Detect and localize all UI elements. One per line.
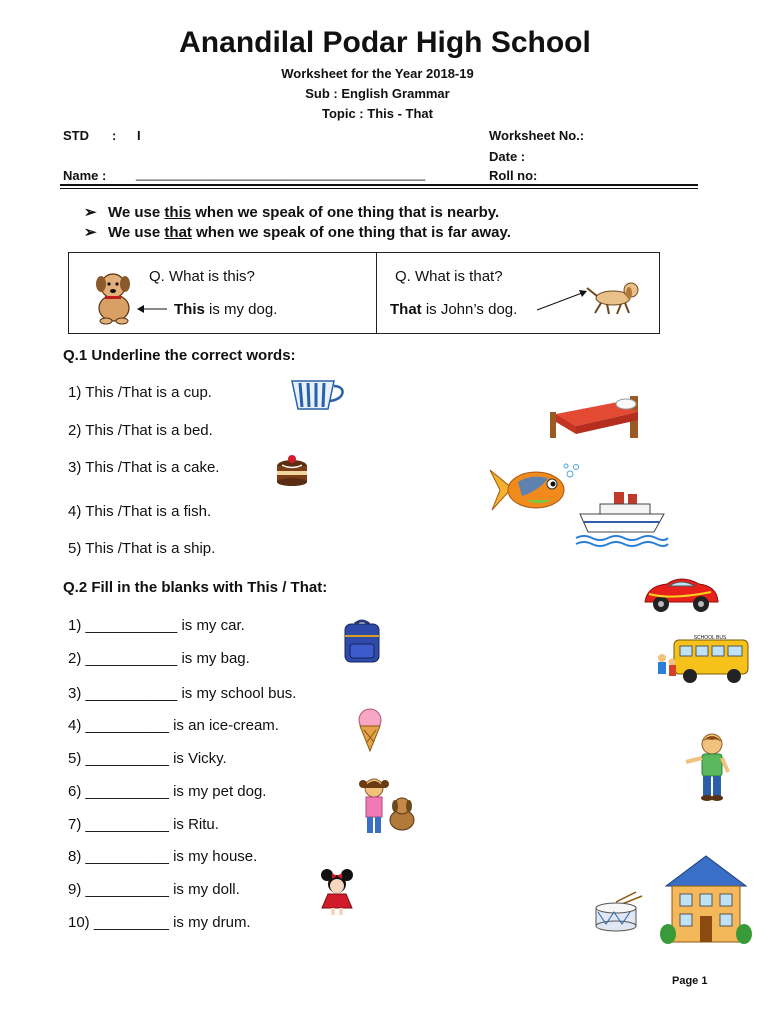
arrow-bullet-icon: ➢	[84, 224, 97, 241]
arrow-bullet-icon: ➢	[84, 204, 97, 221]
topic-line: Topic : This - That	[322, 106, 433, 121]
header-rule	[60, 184, 698, 186]
answer-text: is John’s dog.	[421, 301, 518, 318]
answer-keyword: This	[174, 301, 205, 318]
q1-heading: Q.1 Underline the correct words:	[63, 347, 296, 364]
rule-that	[84, 223, 511, 241]
rule-keyword: that	[164, 224, 192, 241]
bag-image	[341, 618, 383, 666]
q2-heading: Q.2 Fill in the blanks with This / That:	[63, 579, 328, 596]
roll-no-label: Roll no:	[489, 168, 538, 183]
doll-image	[318, 868, 356, 916]
q2-item: 8) __________ is my house.	[68, 848, 258, 865]
q1-item: 5) This /That is a ship.	[68, 540, 216, 557]
drum-image	[592, 892, 644, 932]
q1-item: 3) This /That is a cake.	[68, 459, 220, 476]
car-image	[641, 572, 721, 616]
answer-text: is my dog.	[204, 301, 278, 318]
cup-image	[290, 377, 348, 413]
q2-item: 1) ___________ is my car.	[68, 617, 245, 634]
example-question-that: Q. What is that?	[395, 268, 503, 285]
std-value: I	[137, 128, 141, 143]
name-line: ________________________________________	[136, 166, 426, 181]
rule-text: when we speak of one thing that is far away.	[191, 224, 511, 241]
q2-item: 6) __________ is my pet dog.	[68, 783, 267, 800]
q2-item: 4) __________ is an ice-cream.	[68, 717, 279, 734]
rule-text: We use	[108, 224, 165, 241]
date-label: Date :	[489, 149, 526, 164]
rule-this	[84, 203, 499, 221]
q2-item: 7) __________ is Ritu.	[68, 816, 219, 833]
example-question-this: Q. What is this?	[149, 268, 255, 285]
near-dog-image	[86, 268, 141, 326]
std-colon: :	[112, 128, 117, 143]
page-number: Page 1	[672, 975, 708, 987]
rule-text: when we speak of one thing that is nearby.	[191, 204, 500, 221]
bus-sign: SCHOOL BUS	[693, 635, 727, 641]
q1-item: 2) This /That is a bed.	[68, 422, 213, 439]
worksheet-year: Worksheet for the Year 2018-19	[281, 66, 474, 81]
q1-item: 1) This /That is a cup.	[68, 384, 212, 401]
cake-image	[274, 452, 310, 488]
school-bus-image	[654, 632, 752, 688]
std-label: STD	[63, 128, 89, 143]
school-title: Anandilal Podar High School	[179, 26, 591, 59]
rule-text: We use	[108, 204, 165, 221]
ice-cream-image	[354, 708, 386, 752]
house-image	[660, 850, 752, 946]
q2-item: 3) ___________ is my school bus.	[68, 685, 297, 702]
pointer-arrow-icon	[137, 303, 167, 315]
girl-with-dog-image	[354, 776, 418, 836]
boy-image	[682, 732, 740, 802]
example-answer-this	[174, 301, 277, 318]
pointer-arrow-icon	[537, 288, 587, 312]
ship-image	[574, 486, 668, 550]
header-rule-thin	[60, 188, 698, 189]
q2-item: 10) _________ is my drum.	[68, 914, 251, 931]
rule-keyword: this	[164, 204, 192, 221]
fish-image	[486, 462, 584, 518]
subject-line: Sub : English Grammar	[305, 86, 450, 101]
q2-item: 9) __________ is my doll.	[68, 881, 240, 898]
answer-keyword: That	[390, 301, 422, 318]
q1-item: 4) This /That is a fish.	[68, 503, 212, 520]
name-label: Name :	[63, 168, 107, 183]
example-answer-that	[390, 301, 517, 318]
bed-image	[548, 392, 650, 442]
worksheet-no-label: Worksheet No.:	[489, 128, 585, 143]
q2-item: 2) ___________ is my bag.	[68, 650, 250, 667]
far-dog-image	[585, 278, 643, 316]
q2-item: 5) __________ is Vicky.	[68, 750, 227, 767]
box-divider	[376, 253, 377, 333]
